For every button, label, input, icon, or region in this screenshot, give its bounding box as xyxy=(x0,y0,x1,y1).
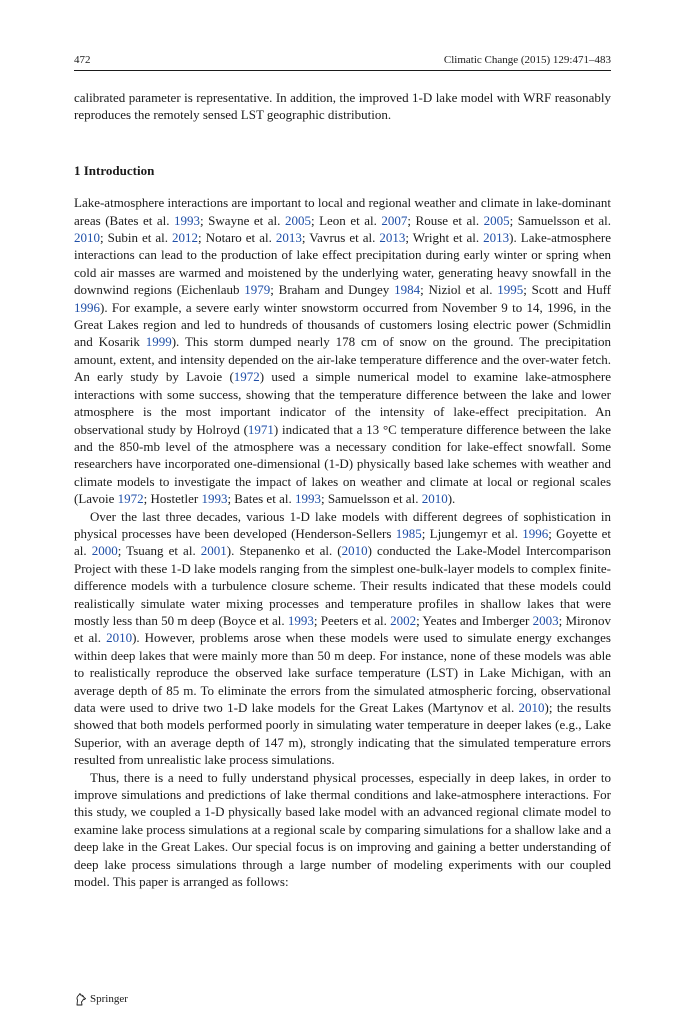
paragraph-text: ; Samuelsson et al. xyxy=(509,212,611,228)
journal-page xyxy=(74,0,611,1036)
citation-link[interactable]: 1995 xyxy=(497,282,524,298)
citation-link[interactable]: 2005 xyxy=(284,212,311,228)
paragraph-text: ). Stepanenko et al. ( xyxy=(226,543,342,559)
citation-link[interactable]: 2010 xyxy=(341,543,368,559)
citation-link[interactable]: 1993 xyxy=(294,491,321,507)
section-spacer xyxy=(74,124,611,162)
paragraph-text: ; Rouse et al. xyxy=(407,212,484,228)
paragraph-3 xyxy=(74,769,611,891)
article-body xyxy=(74,89,611,890)
citation-link[interactable]: 1985 xyxy=(395,525,422,541)
citation-link[interactable]: 1972 xyxy=(233,369,260,385)
citation-link[interactable]: 2003 xyxy=(532,612,559,628)
citation-link[interactable]: 2012 xyxy=(172,230,199,246)
citation-link[interactable]: 1984 xyxy=(394,282,421,298)
citation-link[interactable]: 1993 xyxy=(201,491,228,507)
paragraph-text: ) indicated that a 13 °C temperature difference between the lake and the 850-mb level of the atmosphere was a necessary condition for lake-effect snowfall. Some researchers have incorporated one-dimensional (1-D) physically based lake schemes with weather and climate models to investigate the impact of lakes on weather and climate at local or regional scales (Lavoie xyxy=(74,421,611,507)
paragraph-text: ). For example, a severe early winter snowstorm occurred from November 9 to 14, 1996, in the Great Lakes region and led to hundreds of thousands of customers losing electric power (Schmidlin and Kosarik xyxy=(74,299,611,350)
paragraph-text: ) conducted the Lake-Model Intercomparison Project with these 1-D lake models ranging from the simplest one-bulk-layer models to complex finite-difference models with a turbulence closure scheme. Their results indicated that these models could realistically simulate water mixing processes and temperature profiles in shallow lakes that were mostly less than 50 m deep (Boyce et al. xyxy=(74,543,612,628)
heading-spacer xyxy=(74,179,611,194)
paragraph-text: ; Yeates and Imberger xyxy=(416,612,533,628)
running-header xyxy=(74,53,611,69)
citation-link[interactable]: 1996 xyxy=(522,525,549,541)
citation-link[interactable]: 2013 xyxy=(379,230,406,246)
citation-link[interactable]: 2013 xyxy=(275,230,302,246)
paragraph-text: ; Tsuang et al. xyxy=(117,543,201,559)
header-rule xyxy=(74,70,611,71)
citation-link[interactable]: 2010 xyxy=(106,630,133,646)
paragraph-text: ; Bates et al. xyxy=(227,491,295,507)
citation-link[interactable]: 2007 xyxy=(381,212,408,228)
springer-horse-icon xyxy=(74,992,87,1006)
paragraph-text: ; Samuelsson et al. xyxy=(320,491,422,507)
paragraph-text: ; Hostetler xyxy=(143,491,202,507)
paragraph-text: ); the results showed that both models performed poorly in simulating water temperature in deeper lakes (e.g., Lake Superior, with an average depth of 147 m), strongly indicating that the simulated temperature errors resulted from unrealistic lake process simulations. xyxy=(74,700,611,768)
paragraph-text: ; Scott and Huff xyxy=(523,282,611,298)
carryover-paragraph: calibrated parameter is representative. In addition, the improved 1-D lake model with WRF reasonably reproduces the remotely sensed LST geographic distribution. xyxy=(74,90,611,123)
paragraph-text: ; Wright et al. xyxy=(405,230,484,246)
paragraph-text: ; Swayne et al. xyxy=(200,212,285,228)
citation-link[interactable]: 1971 xyxy=(247,421,274,437)
paragraph-text: ; Leon et al. xyxy=(310,212,382,228)
paragraph-text: ). However, problems arose when these models were used to simulate energy exchanges within deep lakes that were mainly more than 50 m deep. For instance, none of these models was able to realistically reproduce the observed lake surface temperature (LST) in Lake Michigan, with an average depth of 85 m. To eliminate the errors from the simulated atmospheric forcing, observational data were used to drive two 1-D lake models for the Great Lakes (Martynov et al. xyxy=(74,630,611,715)
citation-link[interactable]: 1999 xyxy=(145,334,172,350)
paragraph-text: Over the last three decades, various 1-D lake models with different degrees of sophistication in physical processes have been developed (Henderson-Sellers xyxy=(74,508,611,541)
citation-link[interactable]: 2013 xyxy=(483,230,510,246)
citation-link[interactable]: 2010 xyxy=(518,700,545,715)
citation-link[interactable]: 1972 xyxy=(117,491,144,507)
citation-link[interactable]: 2010 xyxy=(74,230,100,246)
publisher-name: Springer xyxy=(90,993,128,1005)
citation-link[interactable]: 2000 xyxy=(91,543,118,559)
paragraph-2 xyxy=(74,508,611,769)
paragraph-text: ). xyxy=(447,491,456,507)
citation-link[interactable]: 1979 xyxy=(244,282,271,298)
paragraph-text: ; Subin et al. xyxy=(100,230,173,246)
citation-link[interactable]: 1993 xyxy=(174,212,201,228)
paragraph-1 xyxy=(74,194,611,507)
citation-link[interactable]: 1996 xyxy=(74,299,100,315)
paragraph-text: ). Lake-atmosphere interactions can lead to the production of lake effect precipitation during early winter or spring when cold air masses are warmed and moistened by the underlying water, generating heavy snowfall in the downwind regions (Eichenlaub xyxy=(74,230,611,298)
page-number: 472 xyxy=(74,54,91,66)
paragraph-text: ; Niziol et al. xyxy=(420,282,498,298)
section-heading: 1 Introduction xyxy=(74,162,155,178)
paragraph-text: ; Peeters et al. xyxy=(313,612,391,628)
paragraph-text: ). This storm dumped nearly 178 cm of snow on the ground. The precipitation amount, extent, and intensity depended on the air-lake temperature difference and the over-water fetch. An early study by Lavoie ( xyxy=(74,334,611,385)
paragraph-text: Thus, there is a need to fully understand physical processes, especially in deep lakes, in order to improve simulations and predictions of lake thermal conditions and lake-atmosphere interactions. For this study, we coupled a 1-D physically based lake model with an advanced regional climate model to examine lake process simulations at a regional scale by comparing simulations for a shallow lake and a deep lake in the Great Lakes. Our special focus is on improving and gaining a better understanding of deep lake process simulations through a large number of modeling experiments with our coupled model. This paper is arranged as follows: xyxy=(74,769,611,890)
citation-link[interactable]: 2010 xyxy=(421,491,448,507)
paragraph-text: ; Goyette et al. xyxy=(74,525,612,559)
paragraph-text: ; Vavrus et al. xyxy=(301,230,380,246)
page-footer xyxy=(74,990,128,1008)
paragraph-text: ; Notaro et al. xyxy=(198,230,276,246)
citation-link[interactable]: 2002 xyxy=(390,612,417,628)
citation-link[interactable]: 2005 xyxy=(483,212,510,228)
journal-citation: Climatic Change (2015) 129:471–483 xyxy=(443,54,611,66)
paragraph-text: ) used a simple numerical model to examine lake-atmosphere interactions with some success, showing that the temperature difference between the lake and lower atmosphere is the most important indicator of the intensity of lake-effect precipitation. An observational study by Holroyd ( xyxy=(74,369,611,437)
paragraph-text: ; Braham and Dungey xyxy=(270,282,395,298)
citation-link[interactable]: 1993 xyxy=(287,612,314,628)
paragraph-text: ; Mironov et al. xyxy=(74,612,611,646)
paragraph-text: Lake-atmosphere interactions are important to local and regional weather and climate in lake-dominant areas (Bates et al. xyxy=(74,195,611,228)
paragraph-text: ; Ljungemyr et al. xyxy=(421,525,523,541)
citation-link[interactable]: 2001 xyxy=(200,543,227,559)
